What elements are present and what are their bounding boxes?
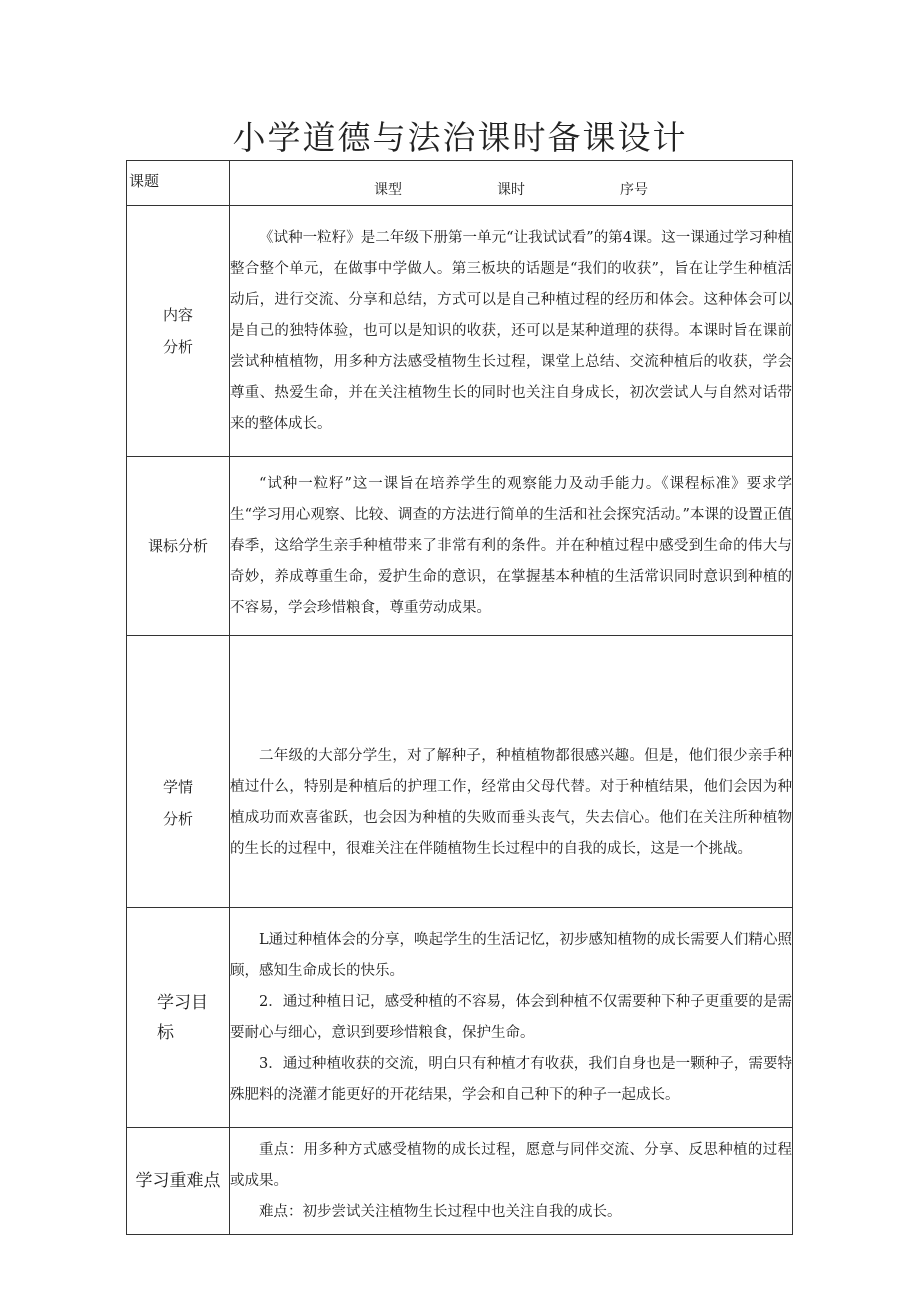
key-points-label: 学习重难点 — [127, 1128, 230, 1235]
student-analysis-label: 学情 分析 — [127, 636, 230, 908]
header-fields — [230, 161, 793, 206]
key-points-text — [230, 1128, 793, 1235]
content-analysis-text: 《试种一粒籽》是二年级下册第一单元“让我试试看”的第4课。这一课通过学习种植整合整个单元，在做事中学做人。第三板块的话题是“我们的收获”，旨在让学生种植活动后，进行交流、分享和总结，方式可以是自己种植过程的经历和体会。这种体会可以是自己的独特体验，也可以是知识的收获，还可以是某种道理的获得。本课时旨在课前尝试种植植物，用多种方法感受植物生长过程，课堂上总结、交流种植后的收获，学会尊重、热爱生命，并在关注植物生长的同时也关注自身成长，初次尝试人与自然对话带来的整体成长。 — [230, 206, 793, 457]
learning-goals-text — [230, 908, 793, 1128]
header-row — [127, 161, 793, 206]
key-points-row — [127, 1128, 793, 1235]
difficulty-point: 难点：初步尝试关注植物生长过程中也关注自我的成长。 — [259, 1203, 622, 1220]
student-analysis-text: 二年级的大部分学生，对了解种子，种植植物都很感兴趣。但是，他们很少亲手种植过什么，特别是种植后的护理工作，经常由父母代替。对于种植结果，他们会因为种植成功而欢喜雀跃，也会因为种植的失败而垂头丧气，失去信心。他们在关注所种植物的生长的过程中，很难关注在伴随植物生长过程中的自我的成长，这是一个挑战。 — [230, 636, 793, 908]
student-analysis-row — [127, 636, 793, 908]
lesson-number-label: 序号 — [620, 182, 648, 198]
content-analysis-label: 内容 分析 — [127, 206, 230, 457]
goal-item: 2．通过种植日记，感受种植的不容易，体会到种植不仅需要种下种子更重要的是需要耐心与细心，意识到要珍惜粮食，保护生命。 — [230, 993, 792, 1041]
page-title: 小学道德与法治课时备课设计 — [232, 118, 688, 157]
topic-label: 课题 — [127, 161, 230, 206]
learning-goals-row — [127, 908, 793, 1128]
goal-item: L通过种植体会的分享，唤起学生的生活记忆，初步感知植物的成长需要人们精心照顾，感知生命成长的快乐。 — [230, 931, 792, 979]
goal-item: 3．通过种植收获的交流，明白只有种植才有收获，我们自身也是一颗种子，需要特殊肥料的浇灌才能更好的开花结果，学会和自己种下的种子一起成长。 — [230, 1055, 792, 1103]
lesson-type-label: 课型 — [374, 182, 402, 198]
content-analysis-row — [127, 206, 793, 457]
standard-analysis-text: “试种一粒籽”这一课旨在培养学生的观察能力及动手能力。《课程标准》要求学生“学习用心观察、比较、调查的方法进行简单的生活和社会探究活动。”本课的设置正值春季，这给学生亲手种植带来了非常有利的条件。并在种植过程中感受到生命的伟大与奇妙，养成尊重生命，爱护生命的意识，在掌握基本种植的生活常识同时意识到种植的不容易，学会珍惜粮食，尊重劳动成果。 — [230, 457, 793, 636]
focus-point: 重点：用多种方式感受植物的成长过程，愿意与同伴交流、分享、反思种植的过程或成果。 — [230, 1141, 792, 1189]
standard-analysis-row — [127, 457, 793, 636]
learning-goals-label: 学习目 标 — [127, 908, 230, 1128]
lesson-period-label: 课时 — [497, 182, 525, 198]
lesson-plan-table — [126, 160, 793, 1235]
standard-analysis-label: 课标分析 — [127, 457, 230, 636]
